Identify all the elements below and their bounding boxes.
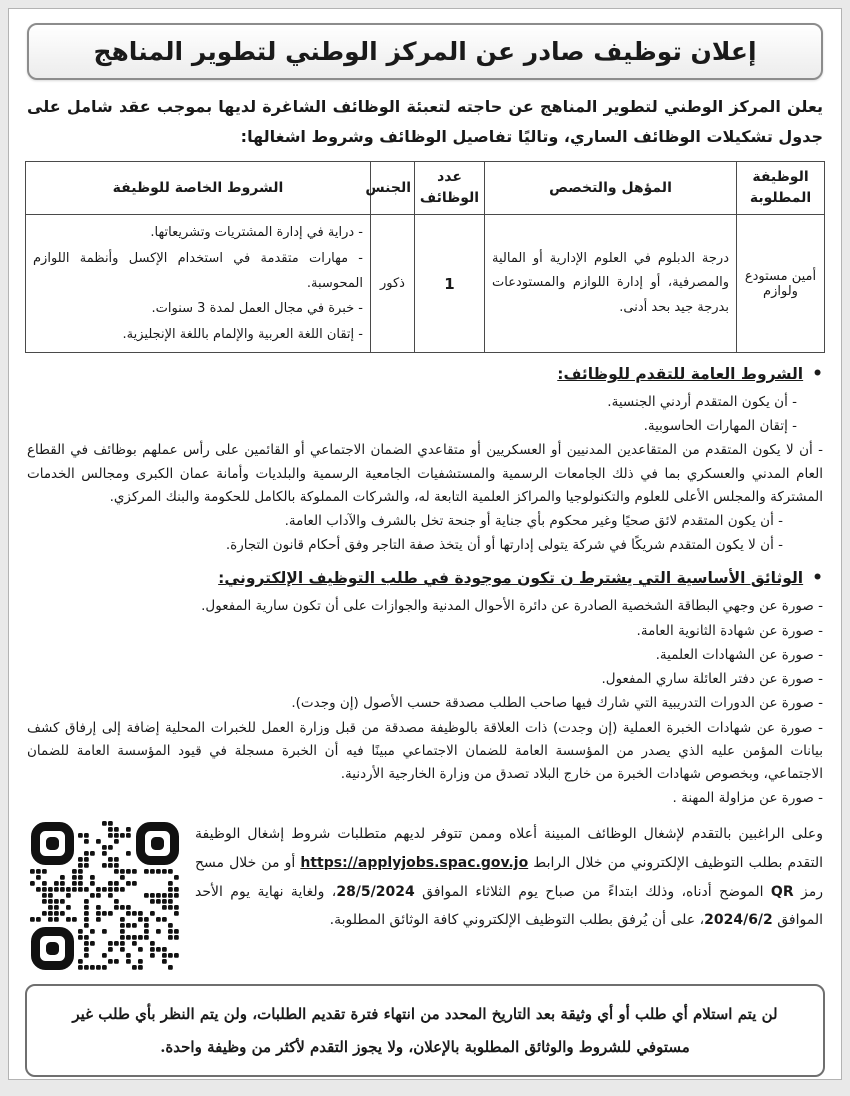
start-date: 28/5/2024 bbox=[336, 883, 415, 900]
application-text: الموضح أدناه، وذلك ابتداءً من صباح يوم الثلاثاء الموافق bbox=[414, 883, 771, 900]
section-general-conditions bbox=[25, 364, 825, 558]
col-header-special-conditions: الشروط الخاصة للوظيفة bbox=[26, 162, 371, 215]
title-box bbox=[27, 23, 823, 80]
list-item: - صورة عن وجهي البطاقة الشخصية الصادرة عن دائرة الأحوال المدنية والجوازات على أن تكون سارية المفعول. bbox=[201, 598, 823, 615]
list-item: - صورة عن دفتر العائلة ساري المفعول. bbox=[601, 671, 823, 688]
list-item: - أن يكون المتقدم لائق صحيًا وغير محكوم بأي جناية أو جنحة تخل بالشرف والآداب العامة. bbox=[284, 513, 783, 529]
document-page bbox=[8, 8, 842, 1080]
application-text: وعلى الراغبين بالتقدم لإشغال الوظائف المبينة أعلاه وممن تتوفر لديهم متطلبات شروط إشغال الوظيفة التقدم بطلب التوظيف الإلكتروني من خلال الرابط bbox=[195, 826, 823, 872]
bullet-icon: • bbox=[812, 568, 823, 589]
list-item: - صورة عن شهادة الثانوية العامة. bbox=[636, 622, 823, 639]
list-item: - صورة عن شهادات الخبرة العملية (إن وجدت) ذات العلاقة بالوظيفة مصدقة من قبل وزارة العمل للخبرات المحلية إضافة إلى إرفاق كشف بيانات المؤمن عليه الذي يصدر من المؤسسة العامة للضمان الاجتماعي مبينًا فيه أن الخبرة مسجلة في قيود المؤسسة العامة للضمان الاجتماعي، وبخصوص شهادات الخبرة من خارج البلاد تصدق من وزارة الخارجية الأردنية. bbox=[27, 719, 823, 782]
qr-code bbox=[27, 820, 181, 974]
apply-url-link[interactable]: https://applyjobs.spac.gov.jo bbox=[300, 855, 529, 872]
list-item: - أن لا يكون المتقدم شريكًا في شركة يتولى إدارتها أو أن يتخذ صفة التاجر وفق أحكام قانون التجارة. bbox=[225, 537, 783, 554]
application-text: ، على أن يُرفق بطلب التوظيف الإلكتروني كافة الوثائق المطلوبة. bbox=[329, 912, 705, 929]
list-item: - صورة عن مزاولة المهنة . bbox=[672, 790, 823, 807]
end-date: 2024/6/2 bbox=[704, 912, 773, 929]
cell-count: 1 bbox=[415, 215, 485, 353]
condition-line: - خبرة في مجال العمل لمدة 3 سنوات. bbox=[151, 301, 363, 317]
col-header-gender: الجنس bbox=[371, 162, 415, 215]
application-text: أو من خلال مسح رمز bbox=[195, 855, 824, 900]
jobs-table bbox=[25, 161, 825, 353]
qr-label: QR bbox=[770, 883, 794, 900]
cell-qualification: درجة الدبلوم في العلوم الإدارية أو المالية والمصرفية، أو إدارة اللوازم والمستودعات بدرجة جيد بحد أدنى. bbox=[485, 215, 737, 353]
application-paragraph bbox=[195, 820, 823, 935]
condition-line: - دراية في إدارة المشتريات وتشريعاتها. bbox=[150, 225, 363, 241]
list-item: - أن يكون المتقدم أردني الجنسية. bbox=[607, 393, 797, 410]
list-item: - صورة عن الدورات التدريبية التي شارك فيها صاحب الطلب مصدقة حسب الأصول (إن وجدت). bbox=[291, 695, 823, 712]
condition-line: - إتقان اللغة العربية والإلمام باللغة الإنجليزية. bbox=[122, 326, 363, 342]
condition-line: - مهارات متقدمة في استخدام الإكسل وأنظمة اللوازم المحوسبة. bbox=[33, 250, 363, 291]
page-title: إعلان توظيف صادر عن المركز الوطني لتطوير المناهج bbox=[93, 37, 757, 66]
footer-note-box bbox=[25, 984, 825, 1077]
cell-position: أمين مستودع ولوازم bbox=[737, 215, 825, 353]
section-required-documents bbox=[25, 568, 825, 810]
list-item: - إتقان المهارات الحاسوبية. bbox=[643, 418, 797, 435]
list-item: - صورة عن الشهادات العلمية. bbox=[655, 646, 823, 663]
intro-paragraph: يعلن المركز الوطني لتطوير المناهج عن حاجته لتعبئة الوظائف الشاغرة لديها بموجب عقد شامل على جدول تشكيلات الوظائف الساري، وتاليًا تفاصيل الوظائف وشروط اشغالها: bbox=[27, 97, 823, 146]
documents-heading: الوثائق الأساسية التي يشترط ن تكون موجودة في طلب التوظيف الإلكتروني: bbox=[218, 569, 804, 588]
table-header-row bbox=[26, 162, 825, 215]
col-header-count: عدد الوظائف bbox=[415, 162, 485, 215]
list-item: - أن لا يكون المتقدم من المتقاعدين المدنيين أو العسكريين أو متقاعدي الضمان الاجتماعي أو القائمين على رأس عملهم بوظائف في القطاع العام المدني والعسكري بما في ذلك الجامعات الرسمية والمستشفيات الجامعية الرسمية والبلديات وأمانة عمان الكبرى ومجالس الخدمات المشتركة والمجلس الأعلى للعلوم والتكنولوجيا والمراكز العلمية التابعة له، والشركات المملوكة بالكامل للحكومة والبنك المركزي. bbox=[27, 442, 823, 505]
table-row bbox=[26, 215, 825, 353]
application-text: ، ولغاية نهاية يوم الأحد الموافق bbox=[195, 883, 823, 929]
col-header-qualification: المؤهل والتخصص bbox=[485, 162, 737, 215]
footer-note: لن يتم استلام أي طلب أو أي وثيقة بعد التاريخ المحدد من انتهاء فترة تقديم الطلبات، ولن يتم النظر بأي طلب غير مستوفي للشروط والوثائق المطلوبة بالإعلان، ولا يجوز التقدم لأكثر من وظيفة واحدة. bbox=[72, 1005, 778, 1056]
application-instructions bbox=[27, 820, 823, 974]
cell-special-conditions bbox=[26, 215, 371, 353]
general-conditions-heading: الشروط العامة للتقدم للوظائف: bbox=[557, 364, 804, 383]
col-header-position: الوظيفة المطلوبة bbox=[737, 162, 825, 215]
bullet-icon: • bbox=[812, 363, 823, 384]
cell-gender: ذكور bbox=[371, 215, 415, 353]
